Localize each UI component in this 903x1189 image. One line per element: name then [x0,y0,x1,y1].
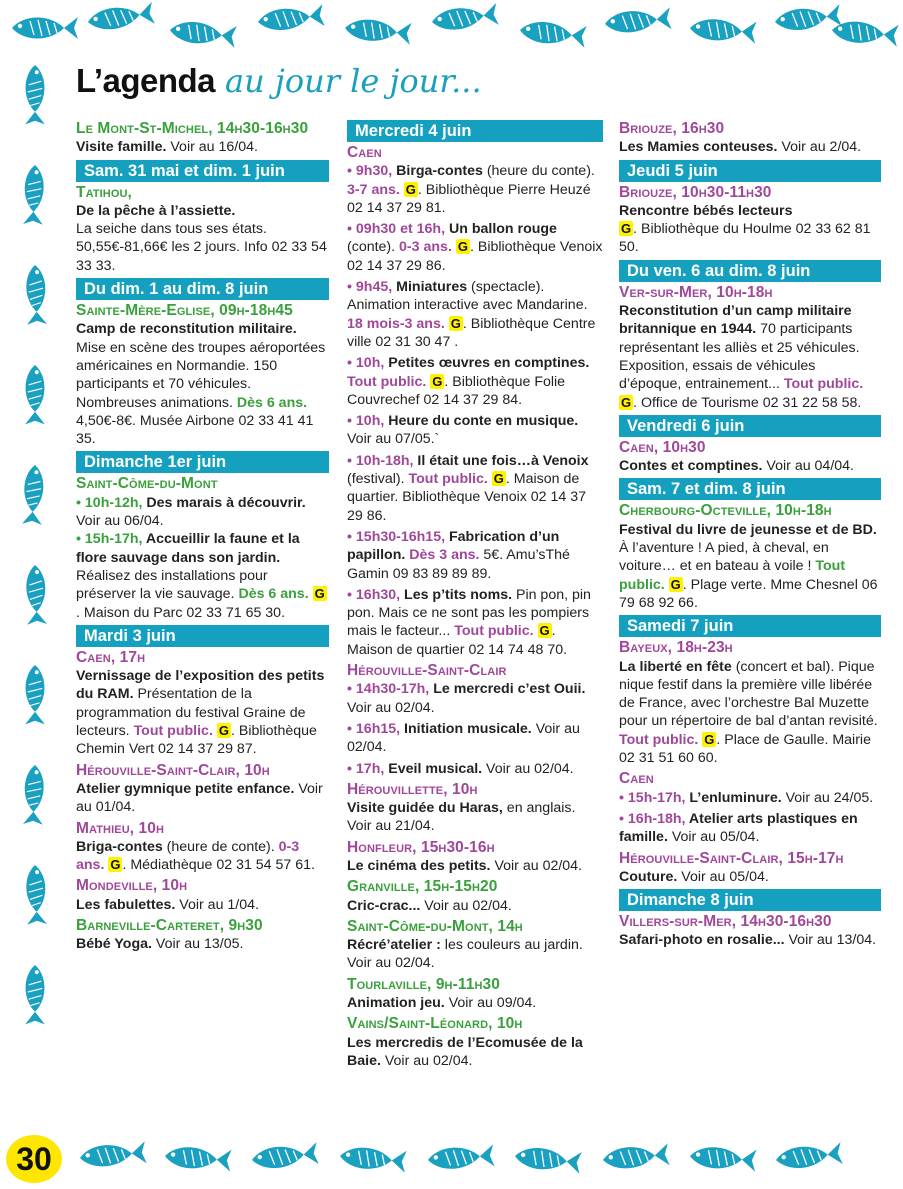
g-badge-icon: G [621,394,632,410]
fish-icon [164,1145,231,1172]
event-text: Voir au 05/04. [677,868,769,885]
event-title: Visite famille. [76,139,167,156]
event-place: Sainte-Mère-Eglise, 09h-18h45 [76,302,293,320]
age-label: Dès 6 ans. [236,394,308,411]
g-badge-icon: G [218,723,229,739]
event [619,120,881,157]
event-title: Accueillir la faune et la flore sauvage dans son jardin. [76,531,300,566]
event-title: Des marais à découvrir. [142,494,306,511]
event [619,639,881,767]
event-title: Récré’atelier : [347,937,441,954]
event-title: L’enluminure. [685,789,782,806]
event-text: (heure de conte). [162,838,279,855]
event-place: Ver-sur-Mer, 10h-18h [619,283,773,301]
event-title: Les fabulettes. [76,896,176,913]
event-place: Hérouville-Saint-Clair [347,662,507,680]
event-place: Caen [347,144,382,161]
event-text: Mise en scène des troupes aéroportées américaines en Normandie. 150 participants et 70 véhicules. Nombreuses animations. [76,339,326,411]
date-header: Sam. 31 mai et dim. 1 juin [76,160,329,182]
event-text: 5€. Amu’sThé Gamin 09 83 89 89 89. [347,547,570,582]
event-title: Reconstitution d’un camp militaire britannique en 1944. [619,303,852,338]
event-place: Honfleur, 15h30-16h [347,838,495,856]
event [619,850,881,887]
event-place: Saint-Côme-du-Mont [76,475,218,493]
event-title: Briga-contes [76,838,163,855]
event-title: Le mercredi c’est Ouii. [429,681,586,698]
event-text: (heure du conte). [482,163,595,180]
event-time: • 10h-12h, [76,494,143,511]
event-title: Un ballon rouge [445,221,557,238]
event-place: Granville, 15h-15h20 [347,878,498,896]
event-title: Safari-photo en rosalie... [619,932,785,949]
title-main: L’agenda [76,62,216,99]
event-time: • 17h, [347,760,385,777]
title-script: au jour le jour... [225,62,482,100]
fish-icon [25,365,45,424]
age-label: 18 mois-3 ans. [347,315,445,332]
event [619,913,881,950]
event-place: Saint-Côme-du-Mont, 14h [347,917,523,935]
event [76,762,329,817]
fish-icon [604,7,672,35]
event-title: Birga-contes [392,163,483,180]
event [619,789,881,807]
event-title: Cric-crac... [347,897,421,914]
date-header: Samedi 7 juin [619,615,881,637]
date-header: Du ven. 6 au dim. 8 juin [619,260,881,282]
fish-icon [774,4,842,33]
event-text: Voir au 02/04. [420,897,512,914]
event [619,184,881,257]
event-title: Couture. [619,868,678,885]
event-text: (concert et bal). Pique nique festif dans la première ville libérée de France, avec l’orchestre Bal Muzette pour un répertoire de bal d’antan revisité. [619,658,878,730]
g-badge-icon: G [450,315,461,331]
event-text: Voir au 01/04. [76,780,323,816]
fish-icon [86,2,154,33]
public-label: Tout public. [619,558,846,593]
event-title: Contes et comptines. [619,458,763,475]
event [619,284,881,412]
fish-icon [831,19,899,47]
event-place: Mathieu, 10h [76,819,165,837]
event-title: Animation jeu. [347,995,445,1012]
fish-icon [79,1141,147,1169]
event-text: (festival). [347,471,409,488]
event [347,354,603,409]
event-text: Voir au 1/04. [175,896,259,913]
g-badge-icon: G [493,471,504,487]
event [347,781,603,836]
public-label: Tout public. [454,623,534,640]
event-text: . Bibliothèque du Houlme 02 33 62 81 50. [619,221,871,256]
event [619,439,881,476]
event [76,475,329,621]
event-text: Voir au 02/04. [490,857,583,874]
event-title: Vernissage de l’exposition des petits du RAM. [76,668,325,703]
event-text: Voir au 02/04. [347,720,580,756]
g-badge-icon: G [110,857,121,873]
event-text: Voir au 04/04. [762,458,854,475]
event-time: • 15h30-16h15, [347,528,446,545]
event-place: Briouze, 10h30-11h30 [619,183,772,201]
date-header: Mercredi 4 juin [347,120,603,142]
event-title: Festival du livre de jeunesse et de BD. [619,521,877,538]
event-title: La liberté en fête [619,658,732,675]
event-text: . Place de Gaulle. Mairie 02 31 51 60 60. [619,731,871,767]
event-time: • 15h-17h, [619,789,686,806]
event-title: Eveil musical. [384,760,483,777]
fish-icon [427,1144,494,1171]
event [619,810,881,847]
event [76,302,329,448]
fish-icon [25,965,45,1024]
event-text: Voir au 13/05. [151,936,244,953]
event [76,820,329,875]
event-title: Rencontre bébés lecteurs [619,202,793,219]
event-text: . Bibliothèque Folie Couvrechef 02 14 37 29 84. [347,373,566,408]
event-text: Voir au 2/04. [777,139,862,156]
event-text: Voir au 16/04. [166,139,258,156]
event [347,680,603,717]
fish-icon [339,1145,407,1173]
event-text: Voir au 13/04. [784,932,877,949]
fish-icon [519,19,587,48]
event-text: . Bibliothèque Pierre Heuzé 02 14 37 29 81. [347,181,591,216]
g-badge-icon: G [457,239,468,255]
fish-icon [169,19,237,48]
date-header: Mardi 3 juin [76,625,329,647]
age-label: 0-3 ans. [76,838,300,874]
event [347,278,603,351]
event-place: Hérouville-Saint-Clair, 10h [76,761,270,779]
g-badge-icon: G [405,181,416,197]
event [347,586,603,659]
event-title: Les mercredis de l’Ecomusée de la Baie. [347,1034,583,1069]
column-2 [347,120,603,1073]
event [76,120,329,157]
event-place: Hérouville-Saint-Clair, 15h-17h [619,849,844,867]
fish-icon [25,65,45,124]
column-3 [619,120,881,953]
event-place: Barneville-Carteret, 9h30 [76,916,263,934]
event [347,452,603,525]
event-text: . Bibliothèque Venoix 02 14 37 29 86. [347,239,603,274]
date-header: Dimanche 1er juin [76,451,329,473]
event-text: Voir au 06/04. [76,513,164,530]
g-badge-icon: G [704,731,715,747]
event [347,878,603,915]
fish-border-bottom [0,1128,903,1189]
event-text: 70 participants représentant les alliès et 25 véhicules. Exposition, essais de véhicules d’époque, entrainement... [619,321,860,393]
fish-icon [23,765,45,825]
fish-border-left [0,50,70,1130]
event-title: Petites œuvres en comptines. [384,355,590,372]
public-label: Tout public. [347,373,427,390]
event-time: • 10h, [347,355,385,372]
event-text: Réalisez des installations pour préserver la vie sauvage. [76,567,268,603]
event-title: Les p’tits noms. [400,586,513,603]
event [347,720,603,757]
event-title: Miniatures [392,279,468,296]
public-label: Tout public. [619,731,699,748]
event-title: Atelier gymnique petite enfance. [76,780,295,797]
event-place: Mondeville, 10h [76,877,188,895]
event [347,528,603,583]
event [76,917,329,954]
page-number: 30 [6,1135,62,1183]
event-place: Caen [619,770,654,788]
fish-icon [602,1143,670,1171]
event-text: 4,50€-8€. Musée Airbone 02 33 41 41 35. [76,412,314,448]
page-title [76,62,482,112]
event-title: Camp de reconstitution militaire. [76,321,297,338]
event-text: Voir au 02/04. [347,699,435,716]
event-text: Voir au 02/04. [380,1052,473,1069]
g-badge-icon: G [314,586,325,602]
event-time: • 9h45, [347,279,393,296]
event [347,760,603,778]
g-badge-icon: G [670,576,681,592]
event-text: À l’aventure ! A pied, à cheval, en voiture… et en bateau à voile ! [619,540,829,575]
fish-icon [25,665,45,724]
event-place: Villers-sur-Mer, 14h30-16h30 [619,913,832,931]
fish-icon [257,4,325,33]
event-text: Voir au 07/05.` [347,431,440,448]
event-text: . Maison du Parc 02 33 71 65 30. [76,604,286,621]
event-text: les couleurs au jardin. Voir au 02/04. [347,937,583,972]
event-text: . Office de Tourisme 02 31 22 58 58. [633,394,862,411]
fish-icon [775,1142,843,1171]
event-time: • 10h, [347,413,385,430]
fish-icon [22,464,45,524]
fish-icon [344,17,412,45]
event [76,877,329,914]
fish-icon [25,265,47,325]
g-badge-icon: G [432,373,443,389]
date-header: Sam. 7 et dim. 8 juin [619,478,881,500]
event [347,918,603,973]
event-time: • 09h30 et 16h, [347,221,446,238]
event [76,184,329,275]
event-time: • 16h-18h, [619,810,686,827]
event-title: Il était une fois…à Venoix [413,452,589,469]
event-text: Voir au 24/05. [781,789,874,806]
date-header: Dimanche 8 juin [619,889,881,911]
event-title: Visite guidée du Haras, [347,800,503,817]
event-text: . Bibliothèque Centre ville 02 31 30 47 . [347,315,596,350]
event [76,649,329,759]
event-text: (spectacle). Animation interactive avec Mandarine. [347,279,588,314]
date-header: Du dim. 1 au dim. 8 juin [76,278,329,300]
fish-border-top [0,0,903,60]
event-text: en anglais. Voir au 21/04. [347,800,576,835]
event-place: Le Mont-St-Michel, 14h30-16h30 [76,120,309,137]
age-label: 0-3 ans. [399,239,452,256]
fish-icon [689,1145,756,1172]
event [347,162,603,217]
g-badge-icon: G [539,623,550,639]
fish-icon [23,165,45,225]
event-time: • 9h30, [347,163,393,180]
fish-icon [251,1142,319,1171]
age-label: Dès 6 ans. [238,586,309,603]
event-text: . Médiathèque 02 31 54 57 61. [122,857,315,874]
event-title: Initiation musicale. [400,720,532,737]
fish-icon [431,3,499,33]
event-place: Vains/Saint-Léonard, 10h [347,1015,523,1033]
date-header: Jeudi 5 juin [619,160,881,182]
fish-icon [12,17,78,39]
age-label: Dès 3 ans. [405,547,480,564]
public-label: Tout public. [133,723,213,740]
event-text: Présentation de la programmation du festival Graine de lecteurs. [76,686,306,740]
event-title: De la pêche à l’assiette. [76,202,236,219]
event-title: Fabrication d’un papillon. [347,528,560,564]
event-text: . Maison de quartier. Bibliothèque Venoix 02 14 37 29 86. [347,471,587,524]
event [619,502,881,612]
event [347,220,603,275]
event-text: Voir au 02/04. [482,760,574,777]
event-text: La seiche dans tous ses états. 50,55€-81,66€ les 2 jours. Info 02 33 54 33 33. [76,221,327,274]
event-place: Caen, 10h30 [619,438,706,456]
public-label: Tout public. [408,471,488,488]
event-title: Bébé Yoga. [76,936,152,953]
event-text: . Bibliothèque Chemin Vert 02 14 37 29 87. [76,723,317,758]
event-place: Tatihou, [76,183,132,201]
fish-icon [25,565,47,625]
event-text: Voir au 05/04. [667,829,760,846]
event-title: Les Mamies conteuses. [619,139,778,156]
date-header: Vendredi 6 juin [619,415,881,437]
column-1 [76,120,329,957]
event-text: . Maison de quartier 02 14 74 48 70. [347,623,568,658]
event-place: Briouze, 16h30 [619,120,725,137]
event-time: • 15h-17h, [76,531,143,548]
event-time: • 14h30-17h, [347,681,430,698]
fish-icon [689,17,756,44]
event-place: Tourlaville, 9h-11h30 [347,975,500,993]
event [347,412,603,449]
event-text: (conte). [347,239,400,256]
fish-icon [25,865,47,925]
public-label: Tout public. [783,376,864,393]
event-time: • 10h-18h, [347,452,414,469]
event-text: . Plage verte. Mme Chesnel 06 79 68 92 66. [619,576,878,611]
event-place: Caen, 17h [76,648,146,666]
event-title: Atelier arts plastiques en famille. [619,810,858,846]
event-place: Hérouvillette, 10h [347,780,478,798]
event [347,1015,603,1070]
event-time: • 16h15, [347,720,401,737]
event-text: Pin pon, pin pon. Mais ce ne sont pas les pompiers mais le facteur... [347,586,591,640]
fish-icon [514,1145,582,1174]
age-label: 3-7 ans. [347,181,400,198]
event [347,976,603,1013]
event [347,839,603,876]
event-place: Cherbourg-Octeville, 10h-18h [619,502,832,520]
event-title: Heure du conte en musique. [384,413,579,430]
event-time: • 16h30, [347,586,401,603]
g-badge-icon: G [621,221,632,237]
event-place: Bayeux, 18h-23h [619,639,733,657]
event-title: Le cinéma des petits. [347,857,491,874]
event-text: Voir au 09/04. [444,995,537,1012]
